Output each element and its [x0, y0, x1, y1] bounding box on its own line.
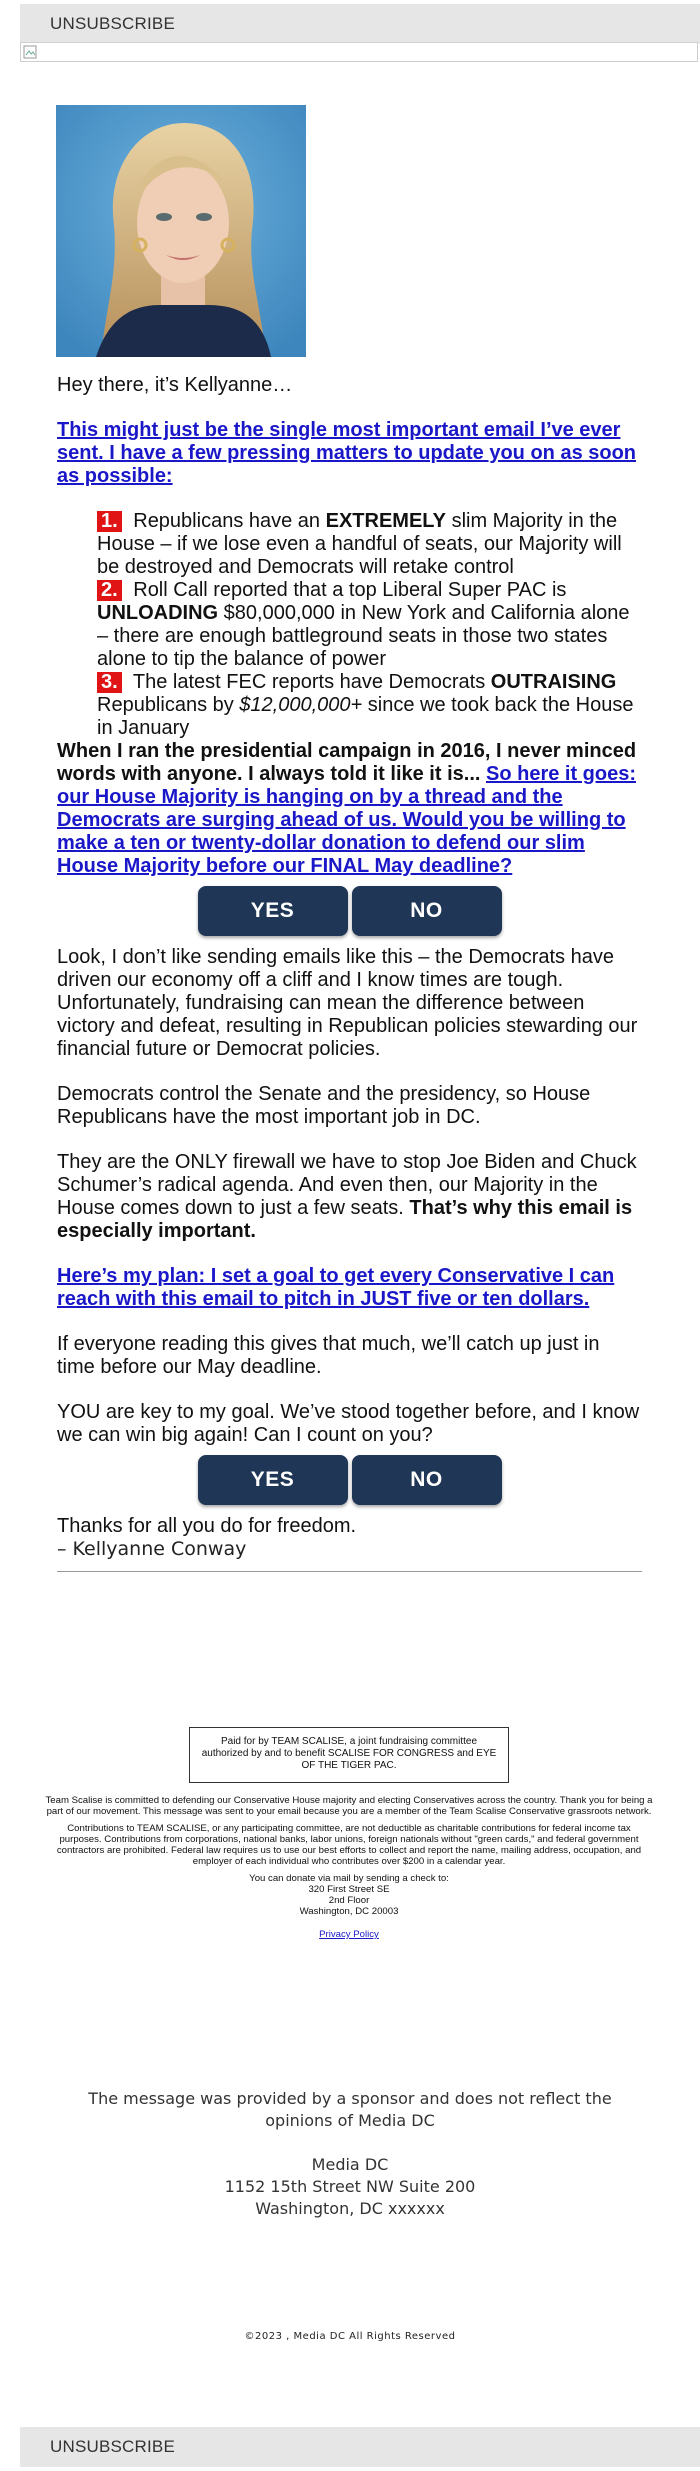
vote-buttons-2: [57, 1455, 642, 1505]
point-item: 1. Republicans have an EXTREMELY slim Majority in the House – if we lose even a handful of seats, our Majority will be destroyed and Democrats will retake control: [97, 510, 622, 578]
paragraph-deadline: If everyone reading this gives that much, we’ll catch up just in time before our May deadline.: [57, 1333, 600, 1378]
sponsor-note: The message was provided by a sponsor and does not reflect the opinions of Media DC: [88, 2089, 612, 2130]
media-street: 1152 15th Street NW Suite 200: [224, 2177, 476, 2196]
media-name: Media DC: [311, 2155, 389, 2174]
point-item: 3. The latest FEC reports have Democrats OUTRAISING Republicans by $12,000,000+ since we took back the House in January: [97, 671, 634, 739]
unsubscribe-link-top[interactable]: UNSUBSCRIBE: [50, 14, 176, 33]
privacy-policy-link[interactable]: Privacy Policy: [319, 1929, 379, 1940]
paid-for-disclaimer: Paid for by TEAM SCALISE, a joint fundraising committee authorized by and to benefit SCALISE FOR CONGRESS and EYE OF THE TIGER PAC.: [189, 1727, 509, 1783]
copyright: ©2023 , Media DC All Rights Reserved: [244, 2331, 456, 2342]
donation-ask-link[interactable]: So here it goes: our House Majority is hanging on by a thread and the Democrats are surging ahead of us. Would you be willing to make a ten or twenty-dollar donation to defend our slim House Majority before our FINAL May deadline?: [57, 763, 637, 877]
point-number-badge: 1.: [97, 511, 122, 532]
mailing-address: 320 First Street SE 2nd Floor Washington, DC 20003: [299, 1884, 399, 1917]
point-number-badge: 3.: [97, 672, 122, 693]
greeting: Hey there, it’s Kellyanne…: [57, 374, 293, 396]
broken-image-icon: [23, 45, 37, 59]
mail-intro: You can donate via mail by sending a check to:: [249, 1873, 449, 1884]
intro-link[interactable]: This might just be the single most important email I’ve ever sent. I have a few pressing matters to update you on as soon as possible:: [57, 419, 637, 487]
paragraph-senate: Democrats control the Senate and the presidency, so House Republicans have the most important job in DC.: [57, 1083, 591, 1128]
plan-link[interactable]: Here’s my plan: I set a goal to get every Conservative I can reach with this email to pitch in JUST five or ten dollars.: [57, 1265, 615, 1310]
plan-paragraph: [57, 1265, 642, 1311]
no-button[interactable]: NO: [352, 886, 502, 936]
paragraph-goal: YOU are key to my goal. We’ve stood together before, and I know we can win big again! Can I count on you?: [57, 1401, 640, 1446]
sponsor-footer: [60, 2088, 640, 2220]
point-item: 2. Roll Call reported that a top Liberal Super PAC is UNLOADING $80,000,000 in New York and California alone – there are enough battleground seats in those two states alone to tip the balance of power: [97, 579, 630, 670]
vote-buttons-1: [57, 886, 642, 936]
signature: – Kellyanne Conway: [57, 1538, 642, 1572]
yes-button[interactable]: YES: [198, 1455, 348, 1505]
thanks-line: Thanks for all you do for freedom.: [57, 1515, 357, 1537]
kellyanne-photo: [56, 105, 306, 357]
point-list: [97, 510, 642, 740]
unsubscribe-bar-bottom[interactable]: [20, 2427, 700, 2467]
unsubscribe-link-bottom[interactable]: UNSUBSCRIBE: [50, 2437, 176, 2456]
paragraph-economy: Look, I don’t like sending emails like this – the Democrats have driven our economy off a cliff and I know times are tough. Unfortunately, fundraising can mean the difference between victory and defeat, resulting in Republican policies stewarding our financial future or Democrat policies.: [57, 946, 638, 1060]
paragraph-firewall: They are the ONLY firewall we have to stop Joe Biden and Chuck Schumer’s radical agenda. And even then, our Majority in the House comes down to just a few seats. That’s why this email is especially important.: [57, 1151, 637, 1242]
point-number-badge: 2.: [97, 580, 122, 601]
yes-button[interactable]: YES: [198, 886, 348, 936]
media-city: Washington, DC xxxxxx: [255, 2199, 445, 2218]
unsubscribe-bar-top[interactable]: [20, 4, 700, 44]
no-button[interactable]: NO: [352, 1455, 502, 1505]
header-banner-image: [20, 42, 698, 62]
campaign-paragraph: When I ran the presidential campaign in 2016, I never minced words with anyone. I always told it like it is... So here it goes: our House Majority is hanging on by a thread and the Democrats are surging ahead of us. Would you be willing to make a ten or twenty-dollar donation to defend our slim House Majority before our FINAL May deadline?: [57, 740, 637, 877]
legal-text-contributions: Contributions to TEAM SCALISE, or any participating committee, are not deductible as charitable contributions for federal income tax purposes. Contributions from corporations, national banks, labor unions, foreign nationals without "green cards," and federal government contractors are prohibited. Federal law requires us to use our best efforts to collect and report the name, mailing address, occupation, and employer of each individual who contributes over $200 in a calendar year.: [56, 1823, 642, 1867]
legal-footer: [45, 1795, 653, 1946]
legal-text-commitment: Team Scalise is committed to defending our Conservative House majority and electing Conservatives across the country. Thank you for being a part of our movement. This message was sent to your email because you are a member of the Team Scalise Conservative grassroots network.: [45, 1795, 653, 1817]
email-body: [57, 374, 642, 1572]
